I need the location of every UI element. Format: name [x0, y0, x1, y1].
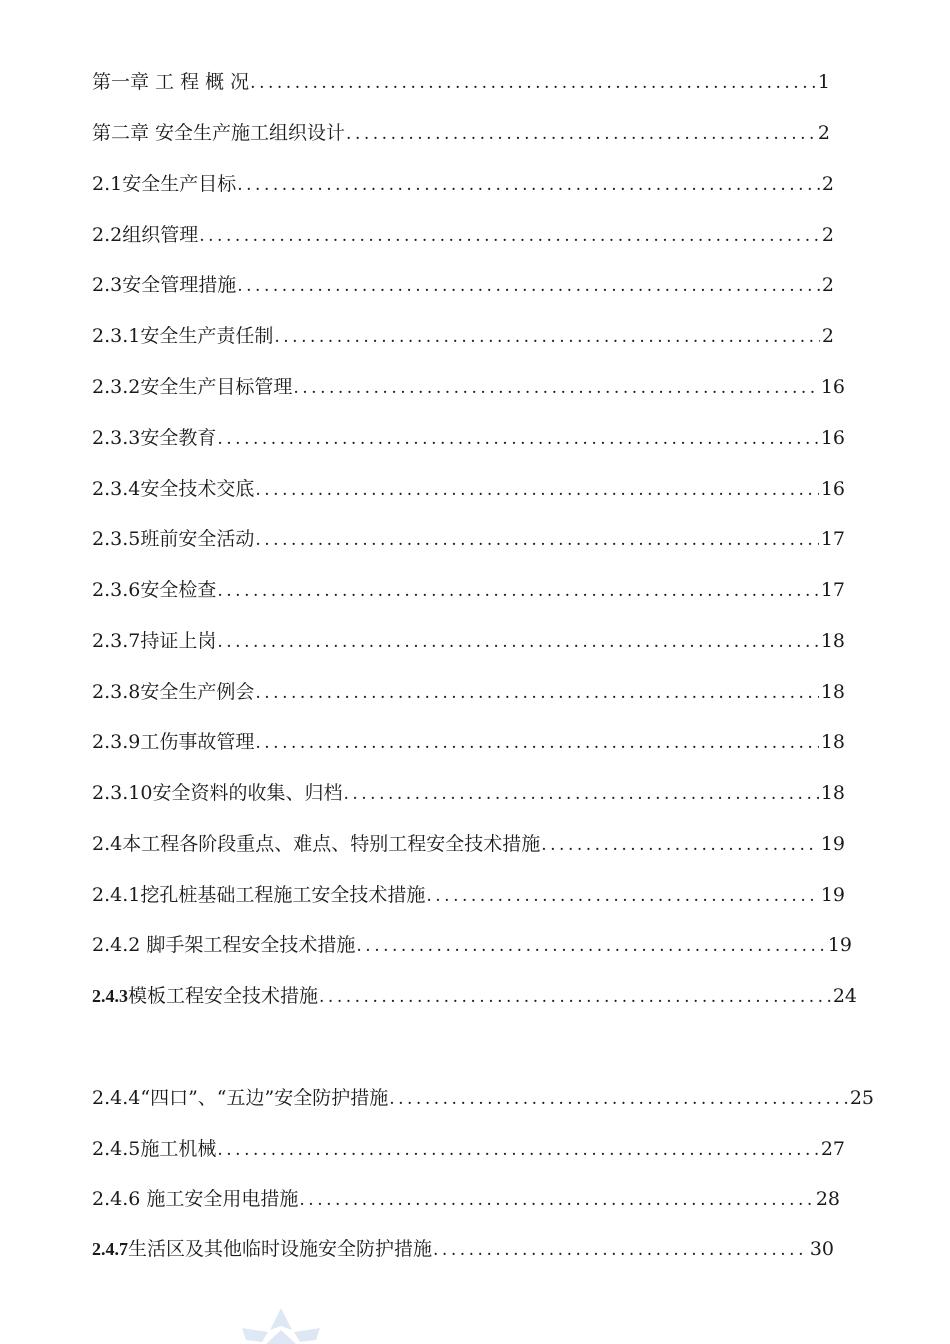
toc-entry-title: 工伤事故管理 — [140, 731, 255, 753]
toc-entry-title: 安全生产例会 — [140, 681, 255, 703]
toc-dot-leader — [255, 680, 818, 705]
toc-entry-number: 2.3.8 — [92, 681, 141, 703]
toc-entry-2-1[interactable] — [92, 171, 834, 197]
toc-entry-number: 2.3.10 — [92, 782, 153, 804]
toc-dot-leader — [217, 629, 818, 654]
toc-dot-leader — [250, 70, 816, 95]
toc-entry-number: 2.2 — [92, 224, 123, 246]
toc-entry-number: 2.4.5 — [92, 1138, 141, 1160]
toc-entry-title: 持证上岗 — [140, 630, 217, 652]
toc-dot-leader — [293, 375, 818, 400]
toc-entry-title: 挖孔桩基础工程施工安全技术措施 — [140, 884, 426, 906]
toc-entry-number: 2.3 — [92, 274, 123, 296]
toc-entry-2-4-7[interactable] — [92, 1236, 834, 1262]
toc-dot-leader — [299, 1187, 813, 1212]
toc-dot-leader — [217, 426, 818, 451]
toc-entry-number: 2.3.6 — [92, 579, 141, 601]
toc-entry-number: 2.4.4 — [92, 1087, 141, 1109]
toc-entry-number: 2.3.7 — [92, 630, 141, 652]
toc-entry-title: 施工机械 — [140, 1138, 217, 1160]
toc-page-number: 18 — [820, 731, 845, 753]
toc-entry-title: “四口”、“五边”安全防护措施 — [140, 1087, 389, 1109]
toc-entry-title: 本工程各阶段重点、难点、特别工程安全技术措施 — [122, 833, 541, 855]
toc-page-number: 28 — [815, 1188, 840, 1210]
toc-page-number: 30 — [809, 1238, 834, 1260]
toc-entry-title: 安全资料的收集、归档 — [152, 782, 343, 804]
toc-entry-2-4-4[interactable] — [92, 1085, 874, 1111]
toc-entry-title: 安全生产目标管理 — [140, 376, 293, 398]
toc-page-number: 27 — [820, 1138, 845, 1160]
toc-entry-2-3-8[interactable] — [92, 679, 845, 705]
toc-entry-2-4-5[interactable] — [92, 1136, 845, 1162]
toc-entry-2-3-1[interactable] — [92, 323, 834, 349]
toc-entry-2-3-10[interactable] — [92, 780, 845, 806]
toc-dot-leader — [389, 1086, 848, 1111]
toc-entry-title: 第一章 工 程 概 况 — [92, 71, 250, 93]
toc-page-number: 16 — [820, 427, 845, 449]
toc-entry-number: 2.4.1 — [92, 884, 141, 906]
toc-dot-leader — [356, 933, 825, 958]
toc-entry-chapter-2[interactable] — [92, 120, 830, 146]
toc-dot-leader — [343, 781, 818, 806]
toc-page-number: 19 — [820, 833, 845, 855]
watermark-snowflake-icon — [222, 1300, 340, 1344]
toc-entry-2-3-4[interactable] — [92, 476, 845, 502]
toc-entry-2-4-1[interactable] — [92, 882, 845, 908]
toc-dot-leader — [433, 1237, 808, 1262]
watermark-logo-icon — [222, 1300, 340, 1344]
toc-entry-number: 2.1 — [92, 173, 123, 195]
toc-entry-title: 施工安全用电措施 — [140, 1188, 299, 1210]
toc-entry-2-2[interactable] — [92, 222, 834, 248]
toc-entry-2-4-2[interactable] — [92, 932, 852, 958]
toc-entry-title: 安全检查 — [140, 579, 217, 601]
toc-page-number: 2 — [821, 325, 834, 347]
toc-page-number: 16 — [820, 376, 845, 398]
toc-entry-number: 2.3.4 — [92, 478, 141, 500]
toc-page-number: 17 — [820, 528, 845, 550]
toc-dot-leader — [426, 883, 818, 908]
toc-entry-title: 安全生产责任制 — [140, 325, 274, 347]
toc-dot-leader — [319, 984, 831, 1009]
toc-entry-number: 2.3.9 — [92, 731, 141, 753]
toc-dot-leader — [541, 832, 819, 857]
toc-entry-title: 安全技术交底 — [140, 478, 255, 500]
toc-entry-2-4-6[interactable] — [92, 1186, 840, 1212]
toc-entry-2-3-5[interactable] — [92, 526, 845, 552]
toc-entry-number: 2.3.2 — [92, 376, 141, 398]
toc-dot-leader — [274, 324, 820, 349]
toc-entry-2-4-3[interactable] — [92, 983, 857, 1009]
toc-page-number: 2 — [821, 173, 834, 195]
toc-entry-number: 2.4.7 — [92, 1239, 128, 1259]
toc-page-number: 16 — [820, 478, 845, 500]
toc-page-number: 19 — [820, 884, 845, 906]
toc-entry-title: 模板工程安全技术措施 — [128, 985, 319, 1007]
toc-entry-number: 2.3.5 — [92, 528, 141, 550]
toc-entry-title: 脚手架工程安全技术措施 — [140, 934, 356, 956]
toc-page-number: 2 — [821, 274, 834, 296]
toc-entry-title: 安全生产目标 — [122, 173, 237, 195]
toc-page-number: 17 — [820, 579, 845, 601]
toc-dot-leader — [237, 273, 820, 298]
toc-entry-title: 班前安全活动 — [140, 528, 255, 550]
toc-page-number: 1 — [817, 71, 830, 93]
toc-entry-number: 2.4.6 — [92, 1188, 141, 1210]
toc-entry-2-3-9[interactable] — [92, 729, 845, 755]
toc-entry-2-3-3[interactable] — [92, 425, 845, 451]
toc-entry-title: 第二章 安全生产施工组织设计 — [92, 122, 346, 144]
toc-entry-number: 2.3.1 — [92, 325, 141, 347]
toc-dot-leader — [255, 527, 818, 552]
toc-entry-2-3-7[interactable] — [92, 628, 845, 654]
toc-dot-leader — [217, 1137, 818, 1162]
toc-page-number: 18 — [820, 630, 845, 652]
toc-entry-number: 2.4.2 — [92, 934, 141, 956]
toc-page-number: 18 — [820, 681, 845, 703]
toc-page-number: 2 — [821, 224, 834, 246]
toc-entry-number: 2.4 — [92, 833, 123, 855]
toc-entry-2-4[interactable] — [92, 831, 845, 857]
toc-entry-chapter-1[interactable] — [92, 69, 830, 95]
toc-dot-leader — [237, 172, 820, 197]
toc-dot-leader — [255, 730, 818, 755]
toc-entry-title: 组织管理 — [122, 224, 199, 246]
toc-entry-number: 2.3.3 — [92, 427, 141, 449]
toc-dot-leader — [346, 121, 816, 146]
toc-entry-2-3-2[interactable] — [92, 374, 845, 400]
toc-page-number: 18 — [820, 782, 845, 804]
toc-page-number: 19 — [827, 934, 852, 956]
toc-dot-leader — [199, 223, 820, 248]
toc-entry-title: 安全教育 — [140, 427, 217, 449]
toc-entry-2-3-6[interactable] — [92, 577, 845, 603]
toc-dot-leader — [255, 477, 818, 502]
toc-entry-number: 2.4.3 — [92, 986, 128, 1006]
toc-entry-title: 生活区及其他临时设施安全防护措施 — [128, 1238, 433, 1260]
toc-dot-leader — [217, 578, 818, 603]
toc-entry-2-3[interactable] — [92, 272, 834, 298]
toc-page-number: 2 — [817, 122, 830, 144]
toc-page-number: 25 — [849, 1087, 874, 1109]
toc-page-number: 24 — [832, 985, 857, 1007]
toc-entry-title: 安全管理措施 — [122, 274, 237, 296]
